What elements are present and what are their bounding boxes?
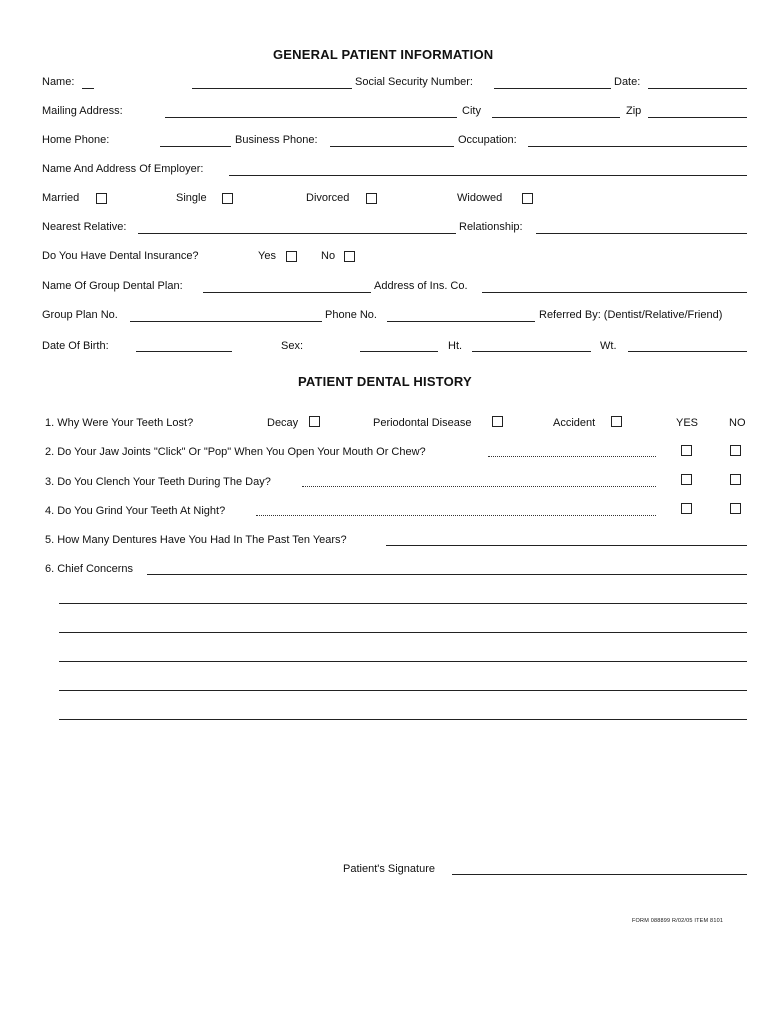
ht-label: Ht. bbox=[448, 340, 463, 352]
group-plan-name-label: Name Of Group Dental Plan: bbox=[42, 280, 183, 292]
city-label: City bbox=[462, 105, 481, 117]
question-2-yes-checkbox[interactable] bbox=[681, 445, 692, 456]
employer-field[interactable] bbox=[229, 175, 747, 176]
yes-column-header: YES bbox=[676, 417, 699, 429]
dob-label: Date Of Birth: bbox=[42, 340, 109, 352]
married-checkbox[interactable] bbox=[96, 193, 107, 204]
question-2: 2. Do Your Jaw Joints "Click" Or "Pop" When You Open Your Mouth Or Chew? bbox=[45, 446, 426, 458]
name-field[interactable] bbox=[192, 88, 352, 89]
decay-checkbox[interactable] bbox=[309, 416, 320, 427]
date-field[interactable] bbox=[648, 88, 747, 89]
ssn-field[interactable] bbox=[494, 88, 611, 89]
date-label: Date: bbox=[614, 76, 641, 88]
dental-history-title: PATIENT DENTAL HISTORY bbox=[298, 374, 472, 389]
insurance-no-label: No bbox=[321, 250, 336, 262]
sex-label: Sex: bbox=[281, 340, 304, 352]
accident-label: Accident bbox=[553, 417, 596, 429]
occupation-field[interactable] bbox=[528, 146, 747, 147]
widowed-label: Widowed bbox=[457, 192, 503, 204]
ht-field[interactable] bbox=[472, 351, 591, 352]
question-3-leader bbox=[302, 486, 656, 487]
single-label: Single bbox=[176, 192, 207, 204]
chief-concerns-line-4[interactable] bbox=[59, 661, 747, 662]
city-field[interactable] bbox=[492, 117, 620, 118]
chief-concerns-line-6[interactable] bbox=[59, 719, 747, 720]
form-code: FORM 088899 R/02/05 ITEM 8101 bbox=[632, 918, 724, 924]
name-field-start[interactable] bbox=[82, 88, 94, 89]
group-plan-no-label: Group Plan No. bbox=[42, 309, 118, 321]
question-2-no-checkbox[interactable] bbox=[730, 445, 741, 456]
insurance-yes-checkbox[interactable] bbox=[286, 251, 297, 262]
question-3-yes-checkbox[interactable] bbox=[681, 474, 692, 485]
decay-label: Decay bbox=[267, 417, 299, 429]
single-checkbox[interactable] bbox=[222, 193, 233, 204]
referred-by-label: Referred By: (Dentist/Relative/Friend) bbox=[539, 309, 723, 321]
ins-address-field[interactable] bbox=[482, 292, 747, 293]
occupation-label: Occupation: bbox=[458, 134, 517, 146]
signature-field[interactable] bbox=[452, 874, 747, 875]
periodontal-checkbox[interactable] bbox=[492, 416, 503, 427]
divorced-label: Divorced bbox=[306, 192, 350, 204]
nearest-relative-label: Nearest Relative: bbox=[42, 221, 127, 233]
chief-concerns-line-5[interactable] bbox=[59, 690, 747, 691]
nearest-relative-field[interactable] bbox=[138, 233, 456, 234]
question-6: 6. Chief Concerns bbox=[45, 563, 134, 575]
group-plan-no-field[interactable] bbox=[130, 321, 322, 322]
question-3-no-checkbox[interactable] bbox=[730, 474, 741, 485]
insurance-no-checkbox[interactable] bbox=[344, 251, 355, 262]
relationship-label: Relationship: bbox=[459, 221, 523, 233]
mailing-address-field[interactable] bbox=[165, 117, 457, 118]
married-label: Married bbox=[42, 192, 80, 204]
question-3: 3. Do You Clench Your Teeth During The Day? bbox=[45, 476, 271, 488]
business-phone-label: Business Phone: bbox=[235, 134, 318, 146]
periodontal-label: Periodontal Disease bbox=[373, 417, 472, 429]
no-column-header: NO bbox=[729, 417, 746, 429]
dob-field[interactable] bbox=[136, 351, 232, 352]
question-2-leader bbox=[488, 456, 656, 457]
question-4: 4. Do You Grind Your Teeth At Night? bbox=[45, 505, 226, 517]
wt-label: Wt. bbox=[600, 340, 617, 352]
wt-field[interactable] bbox=[628, 351, 747, 352]
signature-label: Patient's Signature bbox=[343, 863, 435, 875]
general-info-title: GENERAL PATIENT INFORMATION bbox=[273, 47, 494, 62]
zip-field[interactable] bbox=[648, 117, 747, 118]
question-4-leader bbox=[256, 515, 656, 516]
insurance-yes-label: Yes bbox=[258, 250, 276, 262]
ins-address-label: Address of Ins. Co. bbox=[374, 280, 468, 292]
employer-label: Name And Address Of Employer: bbox=[42, 163, 204, 175]
name-label: Name: bbox=[42, 76, 75, 88]
relationship-field[interactable] bbox=[536, 233, 747, 234]
chief-concerns-line-1[interactable] bbox=[147, 574, 747, 575]
ssn-label: Social Security Number: bbox=[355, 76, 473, 88]
sex-field[interactable] bbox=[360, 351, 438, 352]
chief-concerns-line-3[interactable] bbox=[59, 632, 747, 633]
home-phone-field[interactable] bbox=[160, 146, 231, 147]
question-1: 1. Why Were Your Teeth Lost? bbox=[45, 417, 194, 429]
question-5: 5. How Many Dentures Have You Had In The Past Ten Years? bbox=[45, 534, 347, 546]
zip-label: Zip bbox=[626, 105, 642, 117]
question-4-yes-checkbox[interactable] bbox=[681, 503, 692, 514]
chief-concerns-line-2[interactable] bbox=[59, 603, 747, 604]
group-plan-name-field[interactable] bbox=[203, 292, 371, 293]
question-4-no-checkbox[interactable] bbox=[730, 503, 741, 514]
divorced-checkbox[interactable] bbox=[366, 193, 377, 204]
mailing-address-label: Mailing Address: bbox=[42, 105, 123, 117]
home-phone-label: Home Phone: bbox=[42, 134, 110, 146]
phone-no-field[interactable] bbox=[387, 321, 535, 322]
widowed-checkbox[interactable] bbox=[522, 193, 533, 204]
accident-checkbox[interactable] bbox=[611, 416, 622, 427]
business-phone-field[interactable] bbox=[330, 146, 454, 147]
insurance-question: Do You Have Dental Insurance? bbox=[42, 250, 199, 262]
phone-no-label: Phone No. bbox=[325, 309, 377, 321]
question-5-field[interactable] bbox=[386, 545, 747, 546]
